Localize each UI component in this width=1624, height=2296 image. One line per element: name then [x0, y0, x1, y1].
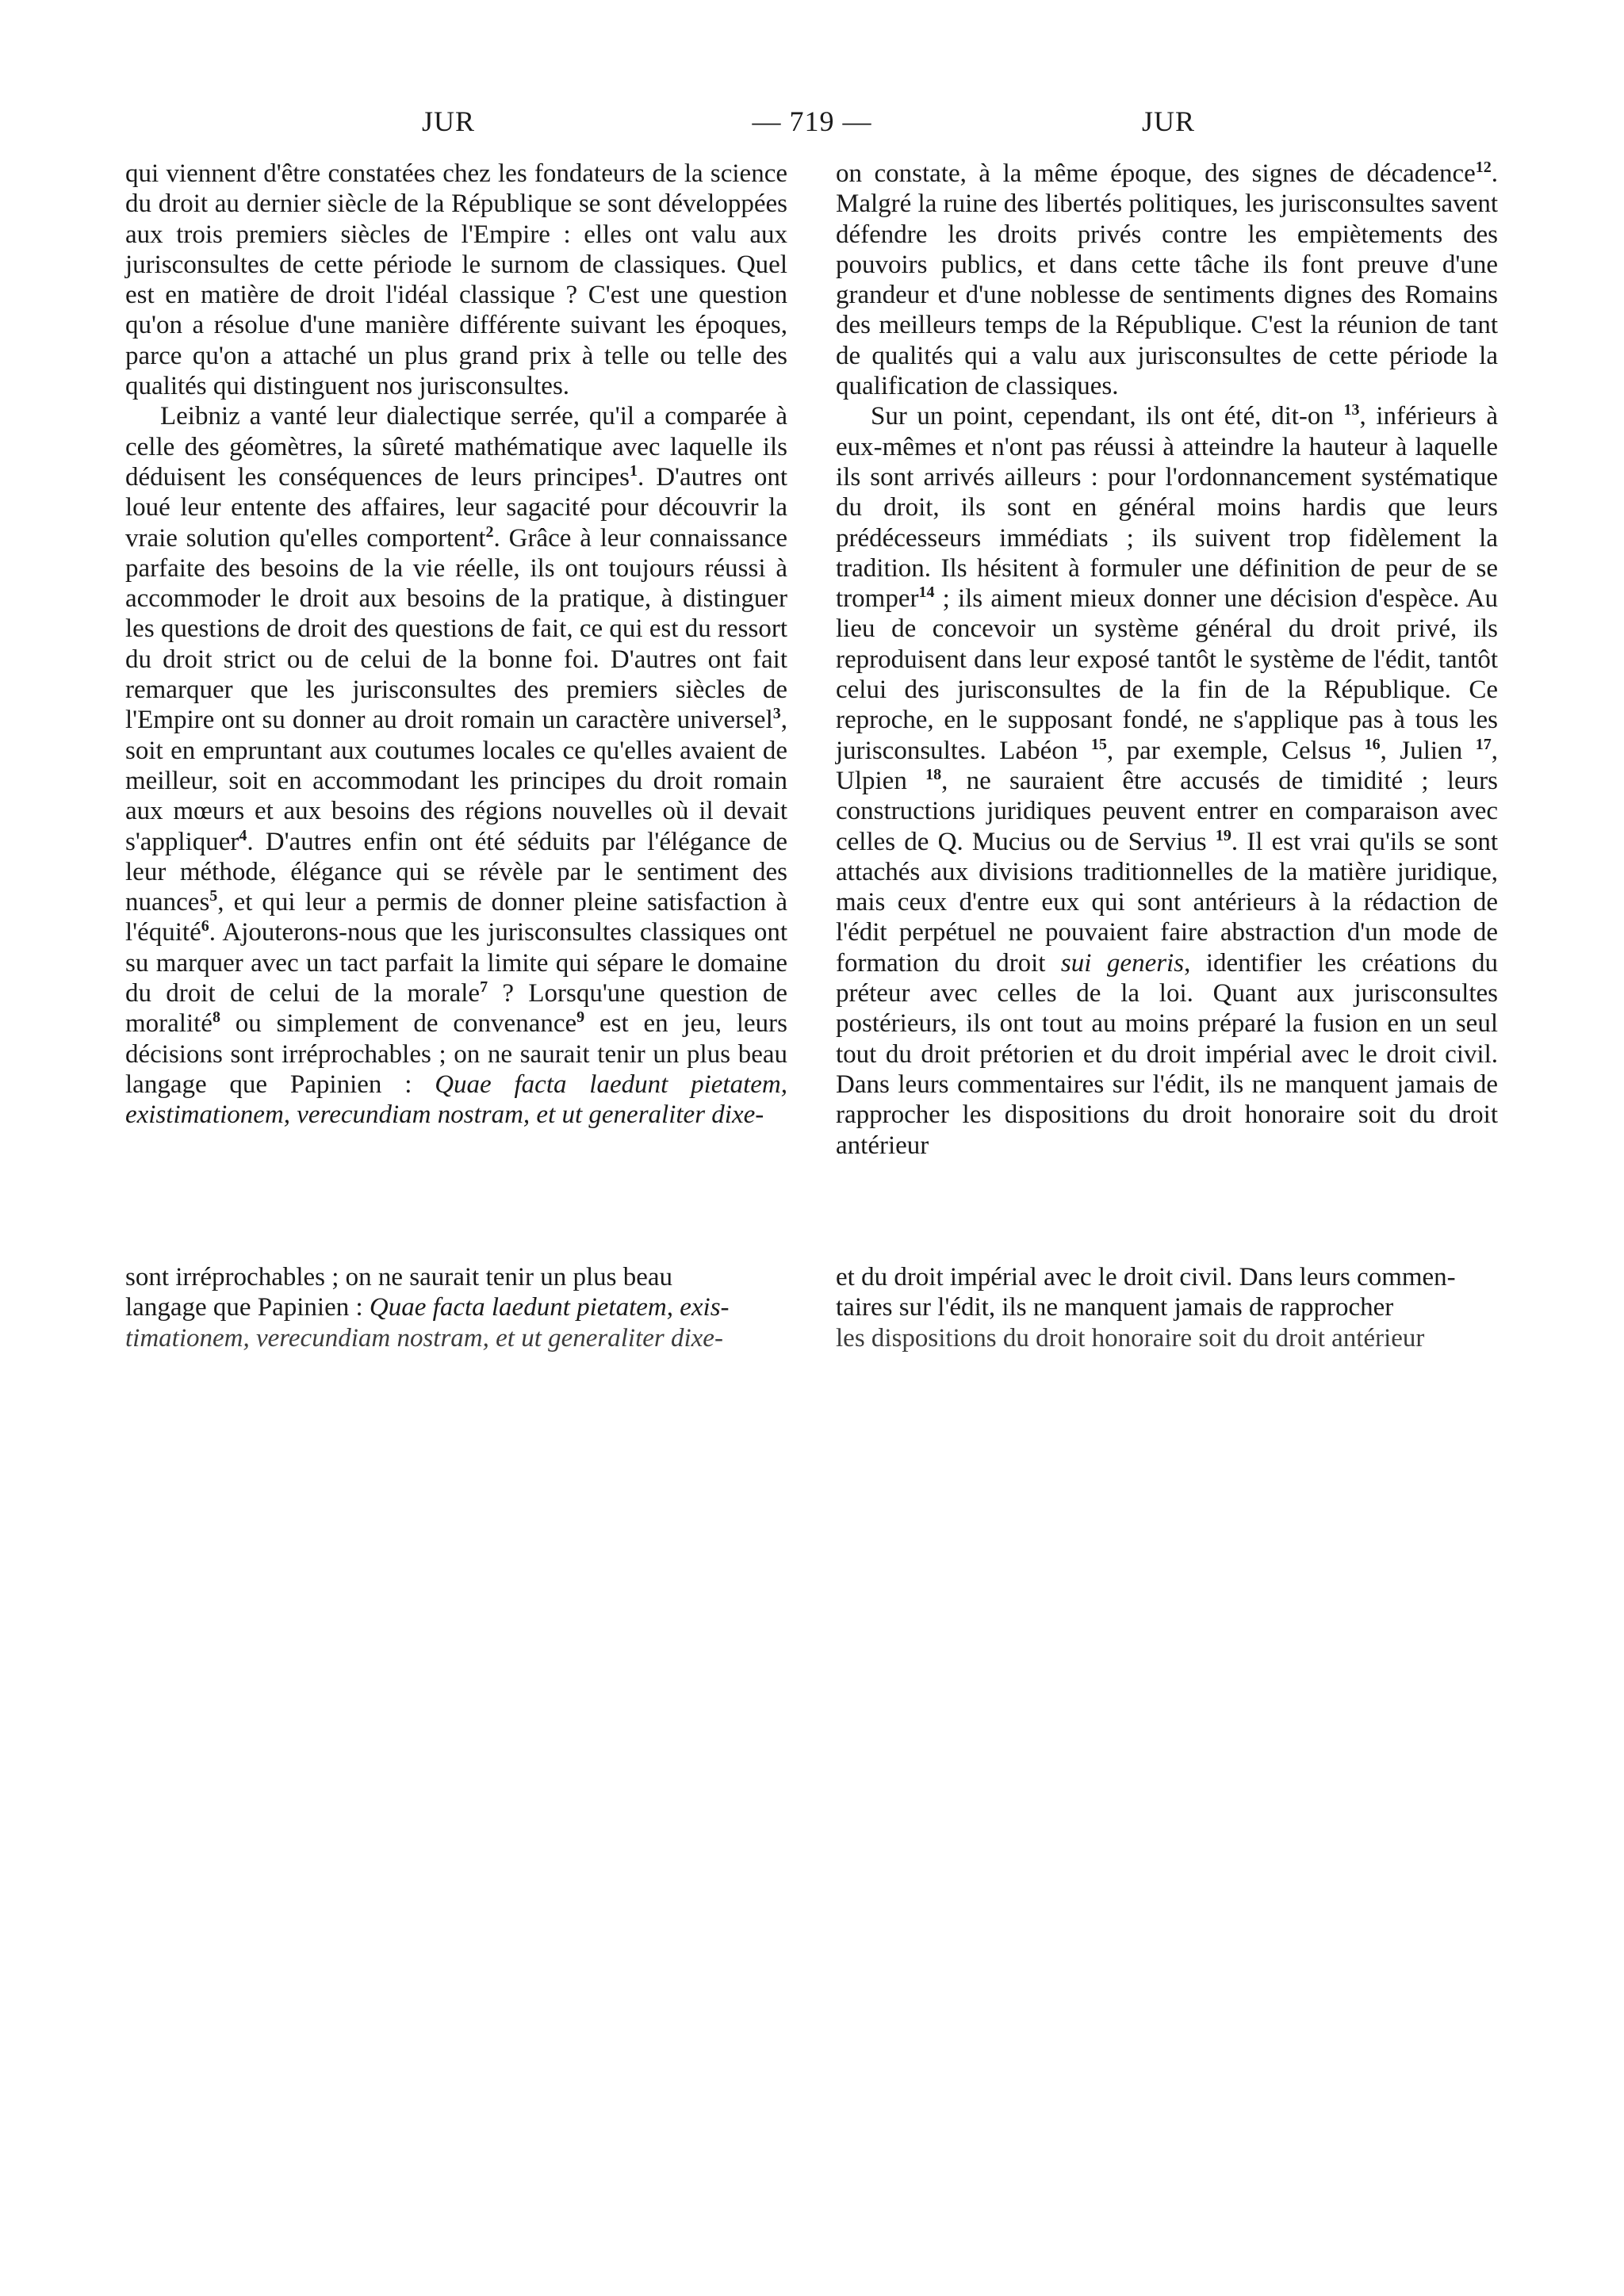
right-overprint-artifact: [836, 1262, 1498, 1353]
footnote-ref[interactable]: 3: [772, 705, 781, 723]
footnote-ref[interactable]: 19: [1215, 826, 1231, 844]
footnote-ref[interactable]: 13: [1343, 401, 1360, 419]
footnote-ref[interactable]: 2: [485, 522, 494, 541]
footnote-ref[interactable]: 9: [576, 1008, 585, 1027]
running-header: [0, 101, 1624, 141]
right-column: [836, 159, 1498, 1161]
overprint-line: langage que Papinien : Quae facta laedunt pietatem, exis-: [125, 1293, 730, 1322]
left-paragraph-1: qui viennent d'être constatées chez les fondateurs de la science du droit au dernier siècle de la République se sont développées aux trois premiers siècles de l'Empire : elles ont valu aux jurisconsultes de cette période le surnom de classiques. Quel est en matière de droit l'idéal classique ? C'est une question qu'on a résolue d'une manière différente suivant les époques, parce qu'on a attaché un plus grand prix à telle ou telle des qualités qui distinguent nos jurisconsultes.: [125, 159, 787, 401]
page-number: — 719 —: [752, 105, 872, 137]
footnote-ref[interactable]: 8: [212, 1008, 220, 1027]
header-left-keyword: JUR: [422, 105, 476, 137]
right-paragraph-1: on constate, à la même époque, des signes de décadence$^{12}$. Malgré la ruine des libertés politiques, les jurisconsultes savent défendre les droits privés contre les empiètements des pouvoirs publics, et dans cette tâche ils font preuve d'une grandeur et d'une noblesse de sentiments dignes des Romains des meilleurs temps de la République. C'est la réunion de tant de qualités qui a valu aux jurisconsultes de cette période la qualification de classiques.: [836, 159, 1498, 401]
footnote-ref[interactable]: 14: [918, 584, 935, 602]
footnote-ref[interactable]: 5: [209, 887, 218, 905]
overprint-line: taires sur l'édit, ils ne manquent jamais de rapprocher: [836, 1293, 1394, 1322]
left-paragraph-2: Leibniz a vanté leur dialectique serrée, qu'il a comparée à celle des géomètres, la sûreté mathématique avec laquelle ils déduisent les conséquences de leurs principes$^1$. D'autres ont loué leur entente des affaires, leur sagacité pour découvrir la vraie solution qu'elles comportent$^2$. Grâce à leur connaissance parfaite des besoins de la vie réelle, ils ont toujours réussi à accommoder le droit aux besoins de la pratique, à distinguer les questions de droit des questions de fait, ce qui est du ressort du droit strict ou de celui de la bonne foi. D'autres ont fait remarquer que les jurisconsultes des premiers siècles de l'Empire ont su donner au droit romain un caractère universel$^3$, soit en empruntant aux coutumes locales ce qu'elles avaient de meilleur, soit en accommodant les principes du droit romain aux mœurs et aux besoins des régions nouvelles où il devait s'appliquer$^4$. D'autres enfin ont été séduits par l'élégance de leur méthode, élégance qui se révèle par le sentiment des nuances$^5$, et qui leur a permis de donner pleine satisfaction à l'équité$^6$. Ajouterons-nous que les jurisconsultes classiques ont su marquer avec un tact parfait la limite qui sépare le domaine du droit de celui de la morale$^7$ ? Lorsqu'une question de moralité$^8$ ou simplement de convenance$^9$ est en jeu, leurs décisions sont irréprochables ; on ne saurait tenir un plus beau langage que Papinien : Quae facta laedunt pietatem, existimationem, verecundiam nostram, et ut generaliter dixe-: [125, 402, 788, 1130]
footnote-ref[interactable]: 6: [201, 917, 209, 936]
left-overprint-artifact: [125, 1262, 787, 1353]
footnote-ref[interactable]: 15: [1090, 735, 1107, 753]
footnote-ref[interactable]: 7: [480, 978, 488, 997]
footnote-ref[interactable]: 1: [629, 461, 638, 480]
overprint-line: et du droit impérial avec le droit civil. Dans leurs commen-: [836, 1263, 1456, 1292]
latin-quote: Quae facta laedunt pietatem, existimationem, verecundiam nostram, et ut generaliter dixe-: [125, 1070, 787, 1130]
overprint-line-clipped: timationem, verecundiam nostram, et ut generaliter dixe-: [125, 1323, 723, 1353]
overprint-line: sont irréprochables ; on ne saurait tenir un plus beau: [125, 1263, 673, 1292]
header-right-keyword: JUR: [1142, 105, 1196, 137]
footnote-ref[interactable]: 16: [1364, 735, 1381, 753]
footnote-ref[interactable]: 17: [1475, 735, 1492, 753]
overprint-line-clipped: les dispositions du droit honoraire soit du droit antérieur: [836, 1323, 1425, 1353]
latin-term: sui generis: [1060, 948, 1185, 978]
footnote-ref[interactable]: 12: [1475, 159, 1492, 176]
left-column: [125, 159, 787, 1131]
footnote-ref[interactable]: 4: [239, 826, 247, 844]
footnote-ref[interactable]: 18: [925, 765, 942, 783]
right-paragraph-2: Sur un point, cependant, ils ont été, dit-on $^{13}$, inférieurs à eux-mêmes et n'ont pas réussi à atteindre la hauteur à laquelle ils sont arrivés ailleurs : pour l'ordonnancement systématique du droit, ils sont en général moins hardis que leurs prédécesseurs immédiats ; ils suivent trop fidèlement la tradition. Ils hésitent à formuler une définition de peur de se tromper$^{14}$ ; ils aiment mieux donner une décision d'espèce. Au lieu de concevoir un système général du droit privé, ils reproduisent dans leur exposé tantôt le système de l'édit, tantôt celui des jurisconsultes de la fin de la République. Ce reproche, en le supposant fondé, ne s'applique pas à tous les jurisconsultes. Labéon $^{15}$, par exemple, Celsus $^{16}$, Julien $^{17}$, Ulpien $^{18}$, ne sauraient être accusés de timidité ; leurs constructions juridiques peuvent entrer en comparaison avec celles de Q. Mucius ou de Servius $^{19}$. Il est vrai qu'ils se sont attachés aux divisions traditionnelles de la matière juridique, mais ceux d'entre eux qui sont antérieurs à la rédaction de l'édit perpétuel ne pouvaient faire abstraction d'un mode de formation du droit sui generis, identifier les créations du préteur avec celles de la loi. Quant aux jurisconsultes postérieurs, ils ont tout au moins préparé la fusion en un seul tout du droit prétorien et du droit impérial avec le droit civil. Dans leurs commentaires sur l'édit, ils ne manquent jamais de rapprocher les dispositions du droit honoraire soit du droit antérieur: [836, 401, 1499, 1160]
